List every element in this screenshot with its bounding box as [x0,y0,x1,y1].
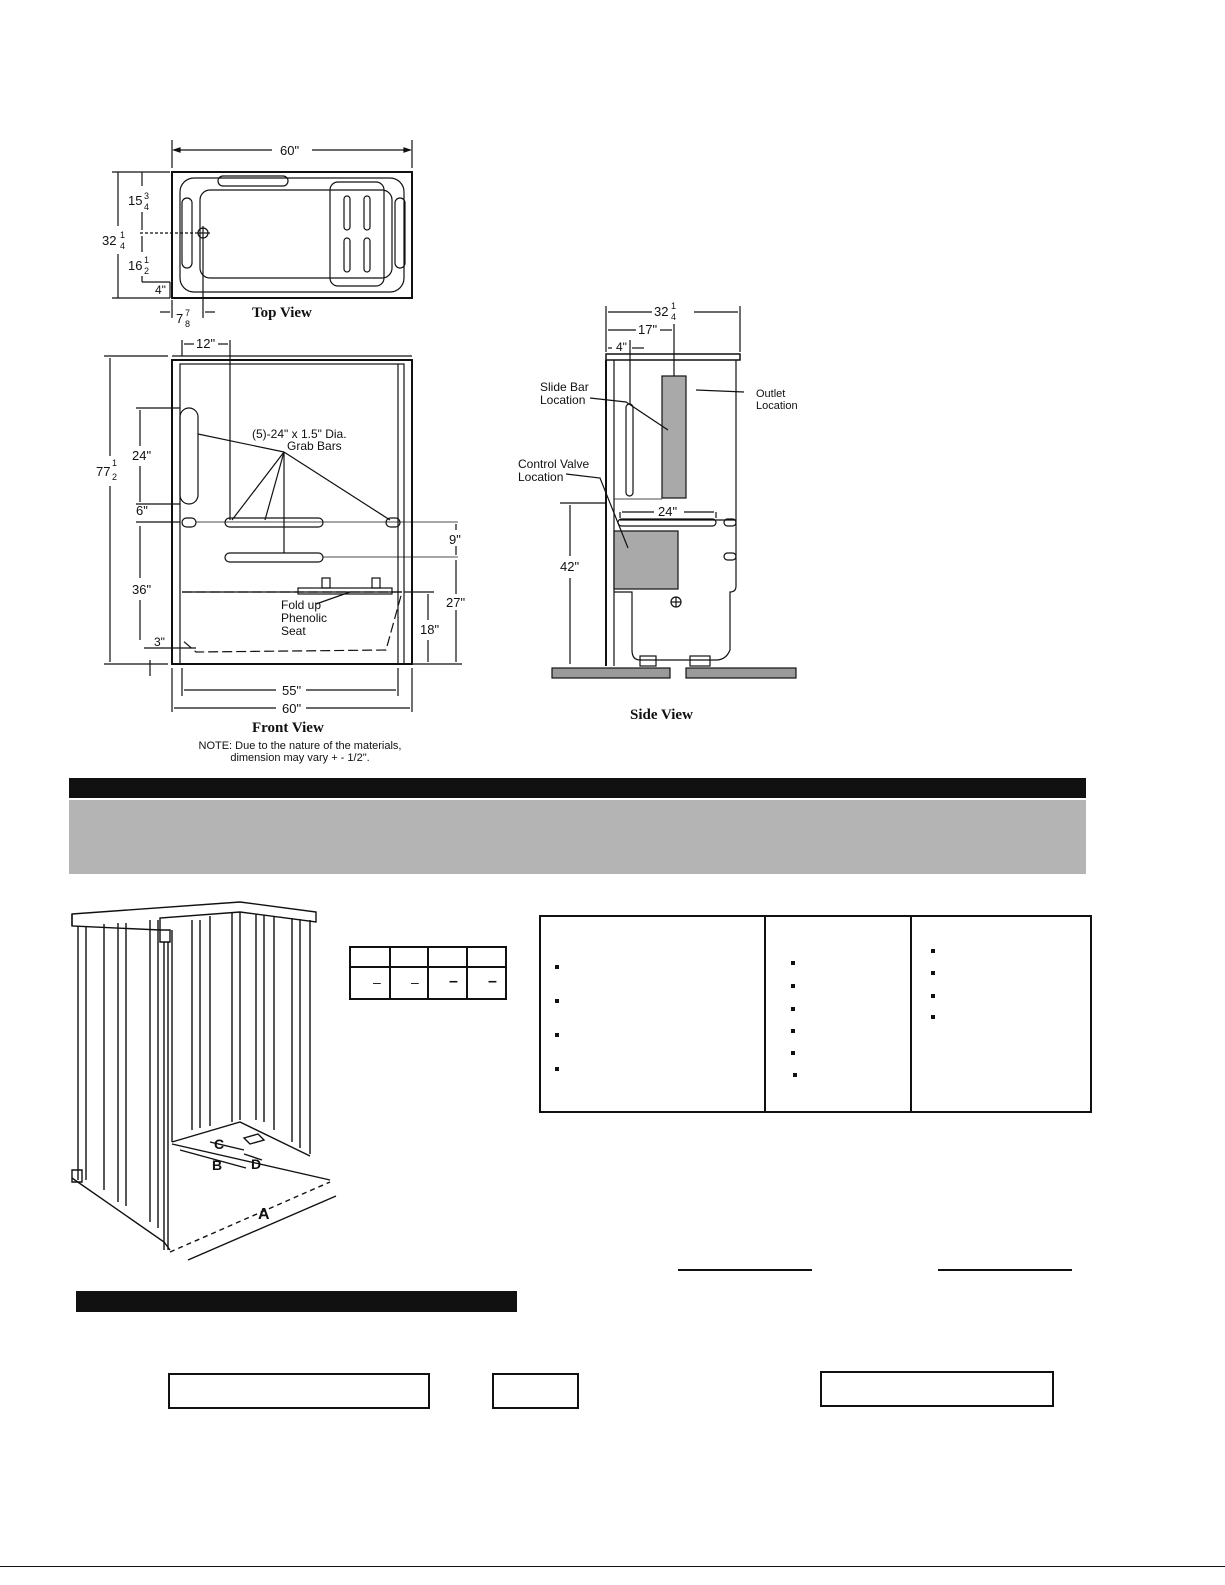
top-depth-d: 4 [120,241,126,251]
bullet [931,994,935,998]
dimension-table [349,946,507,1000]
valve-label-1: Control Valve [518,457,590,471]
side-depth-d: 4 [671,312,677,322]
side-view-drawing [560,306,744,666]
top-drain-x-n: 7 [185,308,191,318]
front-height-n: 1 [112,458,118,468]
order-field-1[interactable] [168,1373,430,1409]
side-17-dim: 17" [638,322,658,337]
seat-label-1: Fold up [281,598,322,612]
section-gray-band [69,800,1086,874]
front-55-dim: 55" [282,683,302,698]
side-24-dim: 24" [658,504,678,519]
bullet [791,1029,795,1033]
spec-box-1 [539,915,768,1113]
note-line-2: dimension may vary + - 1/2". [230,752,370,764]
valve-label-2: Location [518,470,564,484]
top-drain-x-whole: 7 [176,311,184,326]
bullet [791,984,795,988]
grab-bars-label-2: Grab Bars [287,439,342,453]
side-depth-whole: 32 [654,304,669,319]
front-18-dim: 18" [420,622,440,637]
outlet-label-2: Location [756,400,798,412]
front-36-dim: 36" [132,582,152,597]
order-field-3[interactable] [820,1371,1054,1407]
dim-cell-b: – [411,974,419,990]
framing-label-d: D [251,1156,262,1172]
framing-label-b: B [212,1157,223,1173]
top-lower-d: 2 [144,266,150,276]
bullet [793,1073,797,1077]
front-height-whole: 77 [96,464,111,479]
bullet [791,961,795,965]
front-left-offset-dim: 12" [196,336,216,351]
spec-box-2 [764,915,914,1113]
top-depth-whole: 32 [102,233,117,248]
front-gap-6-dim: 6" [136,503,148,518]
slide-bar-label-2: Location [540,393,586,407]
grab-bars-label-1: (5)-24" x 1.5" Dia. [252,427,347,441]
floor-slab-right [686,668,796,678]
side-view-caption: Side View [630,707,693,723]
front-3-dim: 3" [154,635,165,649]
front-view-drawing [104,340,462,712]
bullet [555,1067,559,1071]
outlet-label-1: Outlet [756,388,786,400]
framing-label-c: C [214,1136,225,1152]
top-view-caption: Top View [252,305,312,321]
bullet [791,1007,795,1011]
top-lower-whole: 16 [128,258,143,273]
bullet [555,999,559,1003]
signature-line-1[interactable] [678,1269,812,1271]
bullet [555,1033,559,1037]
dim-cell-c: – [449,973,458,990]
dim-cell-a: – [373,974,381,990]
note-line-1: NOTE: Due to the nature of the materials, [198,740,402,752]
signature-line-2[interactable] [938,1269,1072,1271]
side-4-dim: 4" [616,340,627,354]
bullet [931,971,935,975]
dim-cell-d: – [488,973,497,990]
front-grab-24-dim: 24" [132,448,152,463]
top-depth-n: 1 [120,230,126,240]
order-header-bar [76,1291,517,1312]
framing-label-a: A [258,1206,270,1223]
top-upper-d: 4 [144,202,150,212]
technical-drawings [0,0,1225,780]
top-drain-edge-dim: 4" [155,283,166,297]
front-27-dim: 27" [446,595,466,610]
bullet [931,949,935,953]
front-view-caption: Front View [252,720,324,736]
framing-drawing [60,890,360,1270]
spec-box-3 [910,915,1092,1113]
top-drain-x-d: 8 [185,319,191,329]
front-height-d: 2 [112,472,118,482]
side-42-dim: 42" [560,559,580,574]
seat-label-3: Seat [281,624,306,638]
order-field-2[interactable] [492,1373,579,1409]
front-9-dim: 9" [449,532,461,547]
top-upper-whole: 15 [128,193,143,208]
page-bottom-rule [0,1566,1225,1567]
section-header-bar [69,778,1086,798]
front-60-dim: 60" [282,701,302,716]
top-lower-n: 1 [144,255,150,265]
bullet [931,1015,935,1019]
side-depth-n: 1 [671,301,677,311]
top-upper-n: 3 [144,191,150,201]
floor-slab-left [552,668,670,678]
bullet [555,965,559,969]
bullet [791,1051,795,1055]
slide-bar-label-1: Slide Bar [540,380,589,394]
seat-label-2: Phenolic [281,611,328,625]
dimension-note [170,740,430,764]
top-width-dim: 60" [280,143,300,158]
